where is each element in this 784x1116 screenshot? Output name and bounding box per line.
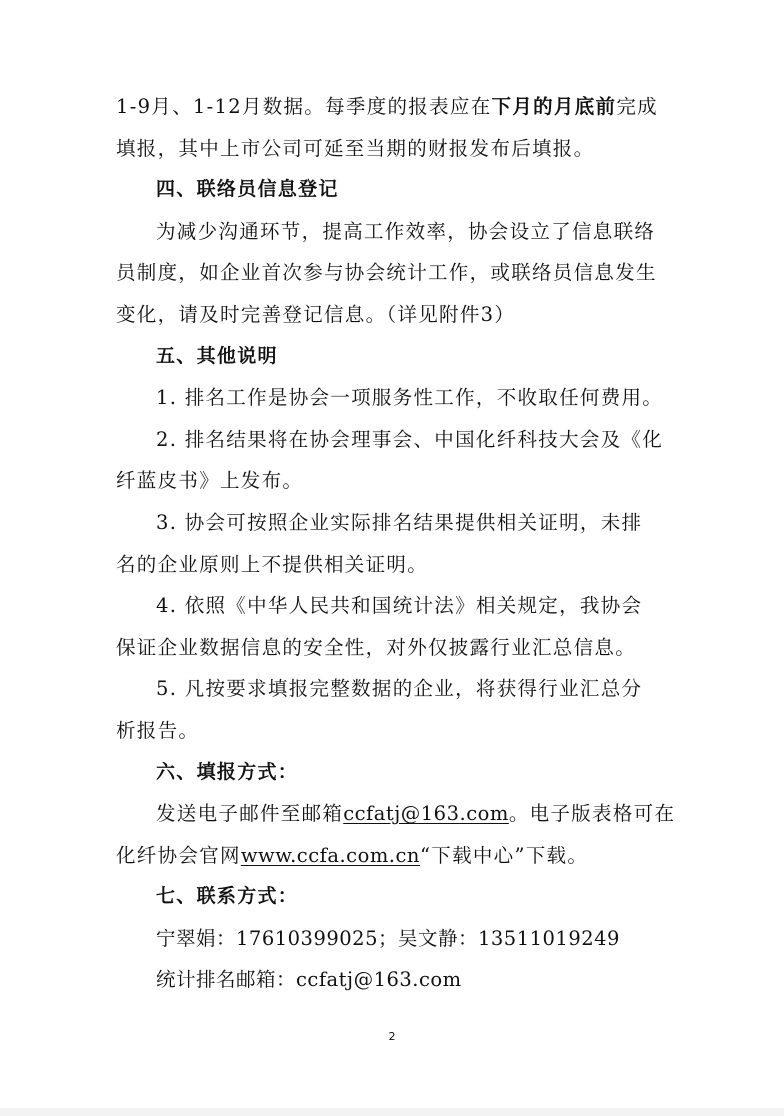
list-item-continuation: 名的企业原则上不提供相关证明。 bbox=[116, 552, 429, 576]
paragraph-line: 为减少沟通环节，提高工作效率，协会设立了信息联络 bbox=[156, 219, 656, 243]
document-body bbox=[116, 86, 676, 1001]
list-item-continuation: 纤蓝皮书》上发布。 bbox=[116, 469, 304, 493]
contact-email: 统计排名邮箱：ccfatj@163.com bbox=[156, 968, 462, 992]
paragraph-line bbox=[116, 835, 676, 877]
section-heading-7: 七、联系方式： bbox=[156, 885, 299, 908]
list-item: 5. 凡按要求填报完整数据的企业，将获得行业汇总分 bbox=[156, 677, 643, 701]
list-item-continuation: 保证企业数据信息的安全性，对外仅披露行业汇总信息。 bbox=[116, 635, 637, 659]
list-item: 2. 排名结果将在协会理事会、中国化纤科技大会及《化 bbox=[156, 427, 664, 451]
paragraph-line bbox=[116, 86, 676, 128]
page-number: 2 bbox=[388, 1030, 396, 1043]
deadline-emphasis: 下月的月底前 bbox=[491, 95, 617, 118]
contact-phones: 宁翠娟：17610399025；吴文静：13511019249 bbox=[156, 926, 620, 950]
list-item-continuation: 析报告。 bbox=[116, 718, 200, 742]
text-span: 完成 bbox=[616, 95, 658, 118]
paragraph-line: 填报，其中上市公司可延至当期的财报发布后填报。 bbox=[116, 136, 595, 160]
text-span: 1-9月、1-12月数据。每季度的报表应在 bbox=[116, 95, 492, 118]
paragraph-line bbox=[116, 793, 676, 835]
text-span: 化纤协会官网 bbox=[116, 843, 241, 867]
text-span: 发送电子邮件至邮箱 bbox=[156, 802, 344, 826]
paragraph-line: 员制度，如企业首次参与协会统计工作，或联络员信息发生 bbox=[116, 261, 657, 285]
section-heading-5: 五、其他说明 bbox=[156, 344, 278, 367]
section-heading-4: 四、联络员信息登记 bbox=[156, 178, 339, 201]
list-item: 3. 协会可按照企业实际排名结果提供相关证明，未排 bbox=[156, 510, 643, 534]
text-span: 。电子版表格可在 bbox=[508, 802, 676, 826]
paragraph-line: 变化，请及时完善登记信息。（详见附件3） bbox=[116, 302, 516, 326]
list-item: 4. 依照《中华人民共和国统计法》相关规定，我协会 bbox=[156, 594, 643, 618]
email-link[interactable]: ccfatj@163.com bbox=[343, 802, 509, 826]
text-span: “下载中心”下载。 bbox=[420, 843, 589, 867]
section-heading-6: 六、填报方式： bbox=[156, 760, 299, 783]
website-link[interactable]: www.ccfa.com.cn bbox=[240, 843, 420, 867]
list-item: 1. 排名工作是协会一项服务性工作，不收取任何费用。 bbox=[156, 386, 664, 410]
